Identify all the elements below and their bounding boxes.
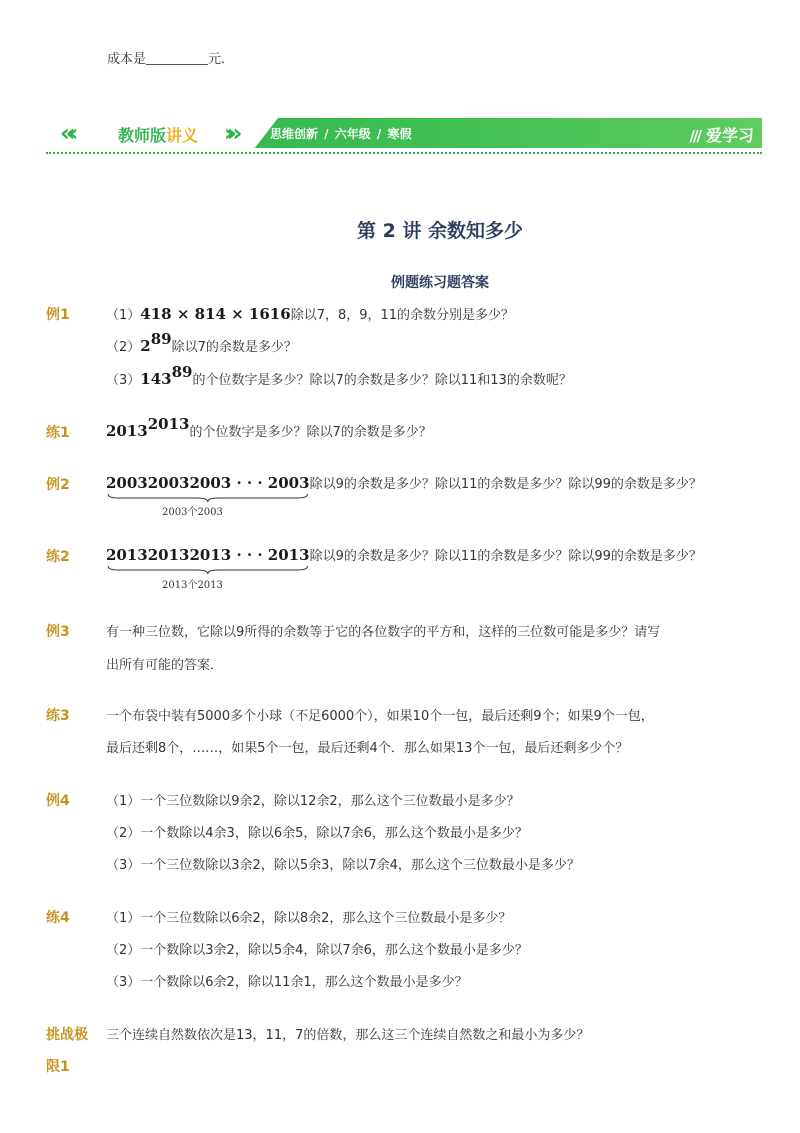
cost-text-before: 成本是	[107, 52, 147, 67]
problem-label-pr4: 练4	[46, 910, 70, 926]
ex2-brace-caption: 2003个2003	[162, 507, 223, 518]
pr1-line	[106, 415, 432, 440]
pr4-line-1: （1）一个三位数除以6余2，除以8余2，那么这个三位数最小是多少？	[106, 911, 512, 926]
pr4-line-3: （3）一个数除以6余2，除以11余1，那么这个数最小是多少？	[106, 975, 468, 990]
ex1-line-2	[106, 330, 297, 355]
pr1-text: 的个位数字是多少？除以7的余数是多少？	[189, 425, 432, 440]
ex2-number-with-brace	[106, 474, 310, 492]
challenge-line: 三个连续自然数依次是13，11，7的倍数，那么这三个连续自然数之和最小为多少？	[106, 1028, 590, 1043]
ex1-l2-exponent: 89	[150, 330, 172, 348]
banner-dotted-divider	[46, 152, 762, 154]
ex2-number: 200320032003 · · · 2003	[106, 474, 310, 492]
pr1-exponent: 2013	[147, 415, 190, 433]
problem-label-ex1: 例1	[46, 307, 70, 323]
answer-blank	[146, 52, 208, 65]
problem-label-challenge-b: 限1	[46, 1059, 70, 1075]
ex1-l2-base: 2	[140, 337, 151, 355]
problem-label-pr1: 练1	[46, 425, 70, 441]
ex1-l1-text: 除以7，8，9，11的余数分别是多少？	[290, 308, 515, 323]
ex1-line-1	[106, 304, 514, 323]
lecture-title: 第 2 讲 余数知多少	[356, 220, 524, 242]
ex4-line-3: （3）一个三位数除以3余2，除以5余3，除以7余4，那么这个三位数最小是多少？	[106, 858, 580, 873]
pr3-line-2: 最后还剩8个，……，如果5个一包，最后还剩4个．那么如果13个一包，最后还剩多少个？	[106, 741, 629, 756]
underbrace-icon	[106, 565, 310, 575]
underbrace-icon	[106, 493, 310, 503]
chevron-left-icon: «‹	[60, 119, 72, 147]
ex1-l1-expression: 418 × 814 × 1616	[140, 305, 291, 323]
pr2-line	[106, 545, 702, 564]
banner-title-part1: 教师版	[118, 126, 167, 145]
ex1-l3-base: 143	[140, 370, 172, 388]
ex1-l1-index: （1）	[106, 308, 141, 323]
chevron-right-icon: ›»	[224, 119, 236, 147]
section-title: 例题练习题答案	[391, 275, 489, 291]
ex1-line-3	[106, 363, 572, 388]
brand-name: 爱学习	[705, 126, 754, 145]
ex3-line-1: 有一种三位数，它除以9所得的余数等于它的各位数字的平方和，这样的三位数可能是多少？请写	[106, 625, 661, 640]
pr1-base: 2013	[106, 422, 148, 440]
pr2-text: 除以9的余数是多少？除以11的余数是多少？除以99的余数是多少？	[309, 549, 702, 564]
pr4-line-2: （2）一个数除以3余2，除以5余4，除以7余6，那么这个数最小是多少？	[106, 943, 528, 958]
ex4-line-2: （2）一个数除以4余3，除以6余5，除以7余6，那么这个数最小是多少？	[106, 826, 528, 841]
cost-text-after: 元．	[208, 52, 235, 67]
banner-path: 思维创新 / 六年级 / 寒假	[270, 127, 412, 141]
ex1-l2-text: 除以7的余数是多少？	[171, 340, 297, 355]
problem-label-pr2: 练2	[46, 549, 70, 565]
problem-label-ex2: 例2	[46, 477, 70, 493]
brand-mark-icon: ///	[689, 127, 700, 145]
pr2-number-with-brace	[106, 546, 310, 564]
ex3-line-2: 出所有可能的答案．	[106, 658, 224, 673]
cost-line	[107, 48, 234, 67]
banner-title	[118, 123, 198, 146]
pr2-number: 201320132013 · · · 2013	[106, 546, 310, 564]
pr3-line-1: 一个布袋中装有5000多个小球（不足6000个），如果10个一包，最后还剩9个；如果9个一包，	[106, 709, 654, 724]
problem-label-ex3: 例3	[46, 624, 70, 640]
header-banner	[46, 118, 762, 148]
ex1-l2-index: （2）	[106, 340, 141, 355]
problem-label-pr3: 练3	[46, 708, 70, 724]
ex1-l3-index: （3）	[106, 373, 141, 388]
brand-logo	[690, 123, 754, 146]
ex2-text: 除以9的余数是多少？除以11的余数是多少？除以99的余数是多少？	[309, 477, 702, 492]
pr2-brace-caption: 2013个2013	[162, 580, 223, 591]
ex1-l3-text: 的个位数字是多少？除以7的余数是多少？除以11和13的余数呢？	[192, 373, 572, 388]
ex4-line-1: （1）一个三位数除以9余2，除以12余2，那么这个三位数最小是多少？	[106, 794, 520, 809]
ex2-line	[106, 473, 702, 492]
banner-title-part2: 讲义	[166, 126, 199, 145]
ex1-l3-exponent: 89	[171, 363, 193, 381]
problem-label-ex4: 例4	[46, 793, 70, 809]
problem-label-challenge-a: 挑战极	[46, 1027, 88, 1043]
